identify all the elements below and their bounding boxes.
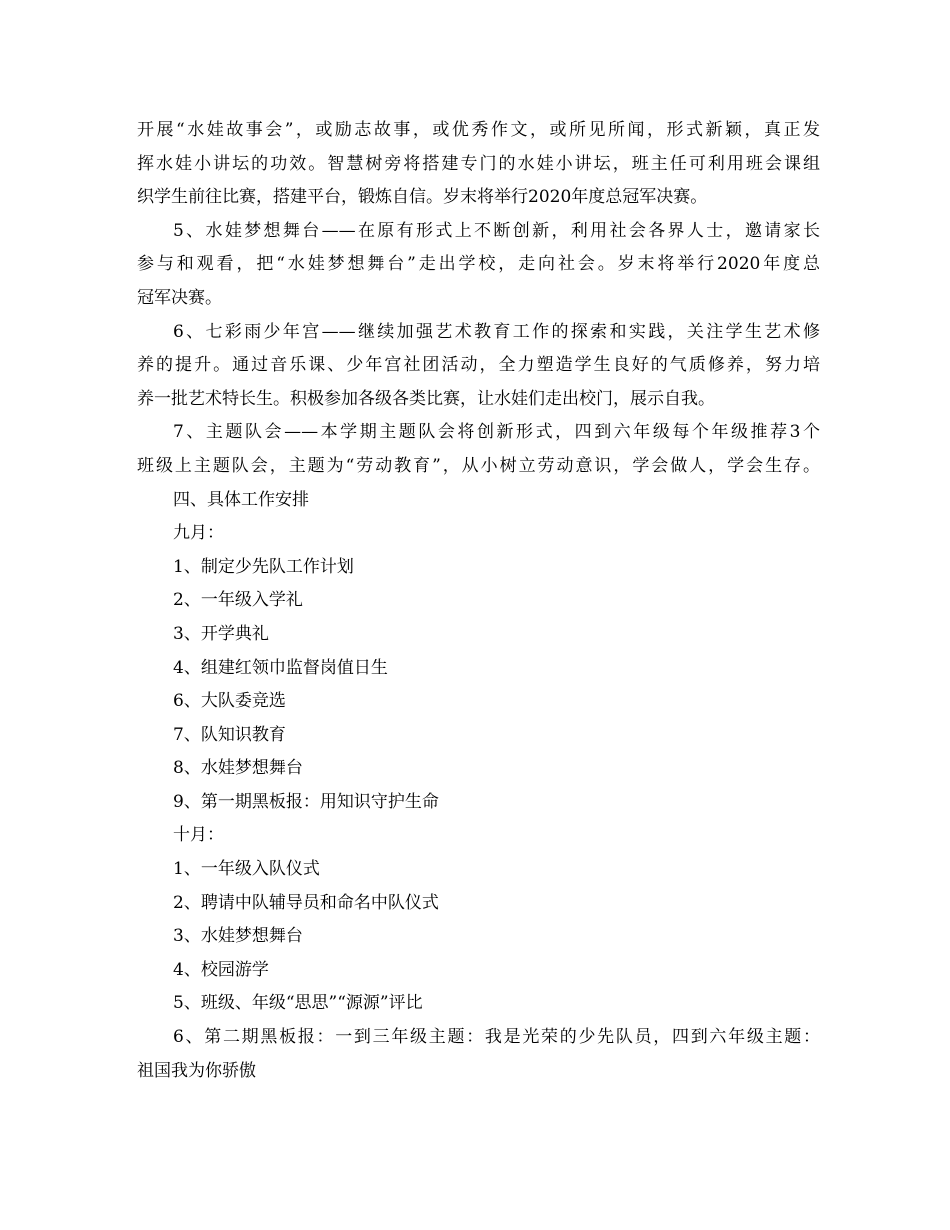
- text-line: 冠军决赛。: [137, 287, 222, 308]
- text-line: 5、水娃梦想舞台——在原有形式上不断创新，利用社会各界人士，邀请家长: [173, 220, 820, 241]
- list-item: 3、开学典礼: [173, 623, 269, 644]
- text-line: 参与和观看，把“水娃梦想舞台”走出学校，走向社会。岁末将举行2020年度总: [137, 254, 820, 275]
- list-item: 6、大队委竞选: [173, 691, 286, 712]
- document-body: [137, 114, 827, 1088]
- text-line: 7、主题队会——本学期主题队会将创新形式，四到六年级每个年级推荐3个: [173, 422, 820, 443]
- list-item: 2、聘请中队辅导员和命名中队仪式: [173, 892, 439, 913]
- text-line: 挥水娃小讲坛的功效。智慧树旁将搭建专门的水娃小讲坛，班主任可利用班会课组: [137, 153, 820, 174]
- list-item: 2、一年级入学礼: [173, 590, 303, 611]
- list-item: 6、第二期黑板报：一到三年级主题：我是光荣的少先队员，四到六年级主题：: [173, 1027, 820, 1048]
- list-item: 9、第一期黑板报：用知识守护生命: [173, 791, 439, 812]
- list-item: 1、制定少先队工作计划: [173, 556, 354, 577]
- text-line: 织学生前往比赛，搭建平台，锻炼自信。岁末将举行2020年度总冠军决赛。: [137, 187, 708, 208]
- list-item: 4、校园游学: [173, 959, 269, 980]
- list-item: 3、水娃梦想舞台: [173, 926, 303, 947]
- text-line: 祖国我为你骄傲: [137, 1060, 256, 1081]
- text-line: 6、七彩雨少年宫——继续加强艺术教育工作的探索和实践，关注学生艺术修: [173, 321, 820, 342]
- list-item: 5、班级、年级“思思”“源源”评比: [173, 993, 423, 1014]
- list-item: 4、组建红领巾监督岗值日生: [173, 657, 388, 678]
- text-line: 班级上主题队会，主题为“劳动教育”，从小树立劳动意识，学会做人，学会生存。: [137, 455, 820, 476]
- text-line: 养的提升。通过音乐课、少年宫社团活动，全力塑造学生良好的气质修养，努力培: [137, 355, 820, 376]
- list-item: 7、队知识教育: [173, 724, 286, 745]
- month-heading: 九月：: [173, 523, 224, 544]
- list-item: 1、一年级入队仪式: [173, 859, 320, 880]
- month-heading: 十月：: [173, 825, 224, 846]
- text-line: 开展“水娃故事会”，或励志故事，或优秀作文，或所见所闻，形式新颖，真正发: [137, 120, 820, 140]
- section-heading: 四、具体工作安排: [173, 489, 309, 510]
- list-item: 8、水娃梦想舞台: [173, 758, 303, 779]
- text-line: 养一批艺术特长生。积极参加各级各类比赛，让水娃们走出校门，展示自我。: [137, 388, 715, 409]
